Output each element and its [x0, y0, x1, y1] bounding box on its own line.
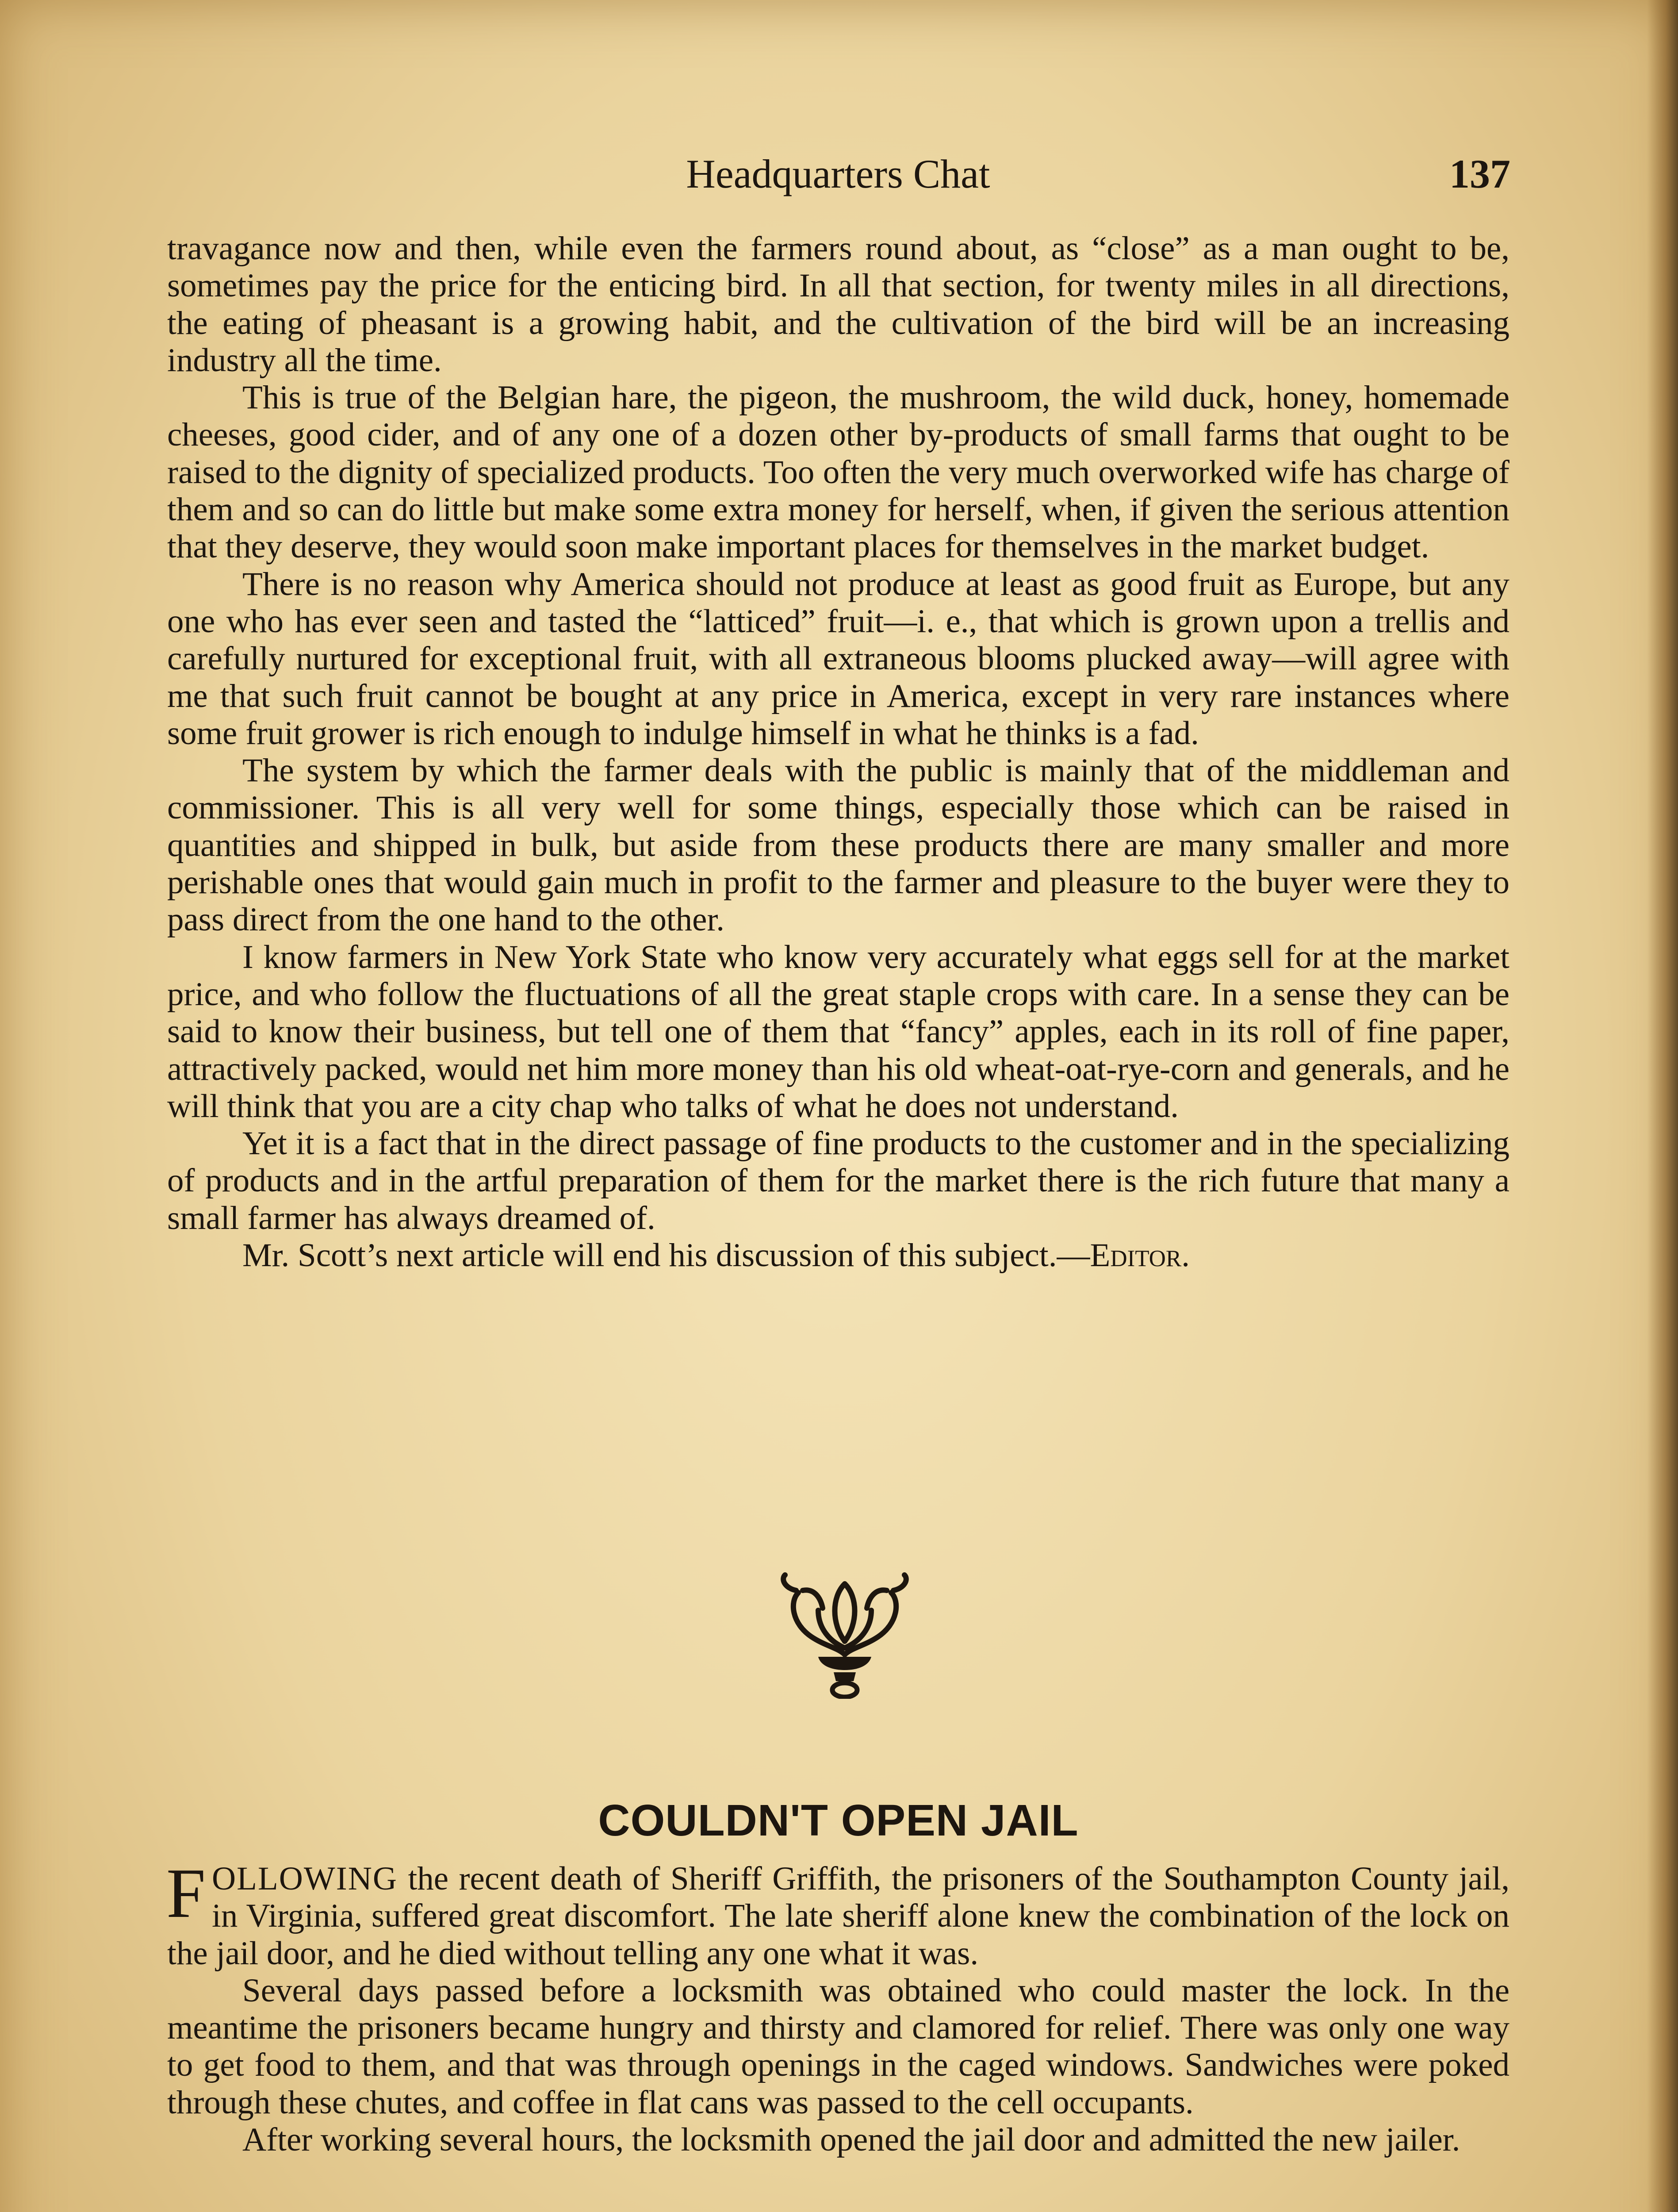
article-headquarters-chat: [167, 230, 1509, 1274]
closing-note-text: Mr. Scott’s next article will end his discussion of this subject.—: [242, 1237, 1090, 1274]
running-head-title: Headquarters Chat: [686, 151, 990, 196]
paragraph: travagance now and then, while even the farmers round about, as “close” as a man ought to be, sometimes pay the price for the enticing bird. In all that section, for twenty miles in all directions, the eating of pheasant is a growing habit, and the cultivation of the bird will be an increasing industry all the time.: [167, 230, 1509, 379]
page-number: 137: [1449, 151, 1510, 196]
editor-signature: Editor.: [1090, 1237, 1190, 1274]
lotus-ornament-icon: [772, 1566, 918, 1699]
paragraph: Yet it is a fact that in the direct passage of fine products to the customer and in the specializing of products and in the artful preparation of them for the market there is the rich future that many a small farmer has always dreamed of.: [167, 1125, 1509, 1237]
article-couldnt-open-jail: [166, 1854, 1509, 2158]
paragraph: The system by which the farmer deals with the public is mainly that of the middleman and commissioner. This is all very well for some things, especially those which can be raised in quantities and shipped in bulk, but aside from these products there are many smaller and more perishable ones that would gain much in profit to the farmer and pleasure to the buyer were they to pass direct from the one hand to the other.: [167, 752, 1509, 938]
paragraph: There is no reason why America should not produce at least as good fruit as Europe, but any one who has ever seen and tasted the “latticed” fruit—i. e., that which is grown upon a trellis and carefully nurtured for exceptional fruit, with all extraneous blooms plucked away—will agree with me that such fruit cannot be bought at any price in America, except in very rare instances where some fruit grower is rich enough to indulge himself in what he thinks is a fad.: [167, 565, 1509, 752]
paragraph: Several days passed before a locksmith was obtained who could master the lock. In the meantime the prisoners became hungry and thirsty and clamored for relief. There was only one way to get food to them, and that was through openings in the caged windows. Sandwiches were poked through these chutes, and coffee in flat cans was passed to the cell occupants.: [167, 1972, 1509, 2121]
article-title: COULDN'T OPEN JAIL: [598, 1796, 1079, 1845]
paragraph: I know farmers in New York State who know very accurately what eggs sell for at the market price, and who follow the fluctuations of all the great staple crops with care. In a sense they can be said to know their business, but tell one of them that “fancy” apples, each in its roll of fine paper, attractively packed, would net him more money than his old wheat-oat-rye-corn and generals, and he will think that you are a city chap who talks of what he does not understand.: [167, 938, 1509, 1125]
closing-note: [167, 1237, 1509, 1274]
running-head: [166, 145, 1510, 203]
paragraph: After working several hours, the locksmith opened the jail door and admitted the new jailer.: [242, 2121, 1460, 2158]
page-edge-shadow: [1647, 0, 1678, 2212]
lead-paragraph: [166, 1854, 1509, 1972]
paragraph: This is true of the Belgian hare, the pigeon, the mushroom, the wild duck, honey, homemade cheeses, good cider, and of any one of a dozen other by-products of small farms that ought to be raised to the dignity of specialized products. Too often the very much overworked wife has charge of them and so can do little but make some extra money for herself, when, if given the serious attention that they deserve, they would soon make important places for themselves in the market budget.: [167, 379, 1509, 565]
lead-caps: OLLOWING: [211, 1860, 398, 1897]
drop-cap: F: [166, 1854, 206, 1932]
lead-paragraph-text: the recent death of Sheriff Griffith, the prisoners of the Southampton County jail, in Virginia, suffered great discomfort. The late sheriff alone knew the combination of the lock on the jail door, and he died without telling any one what it was.: [167, 1860, 1509, 1972]
